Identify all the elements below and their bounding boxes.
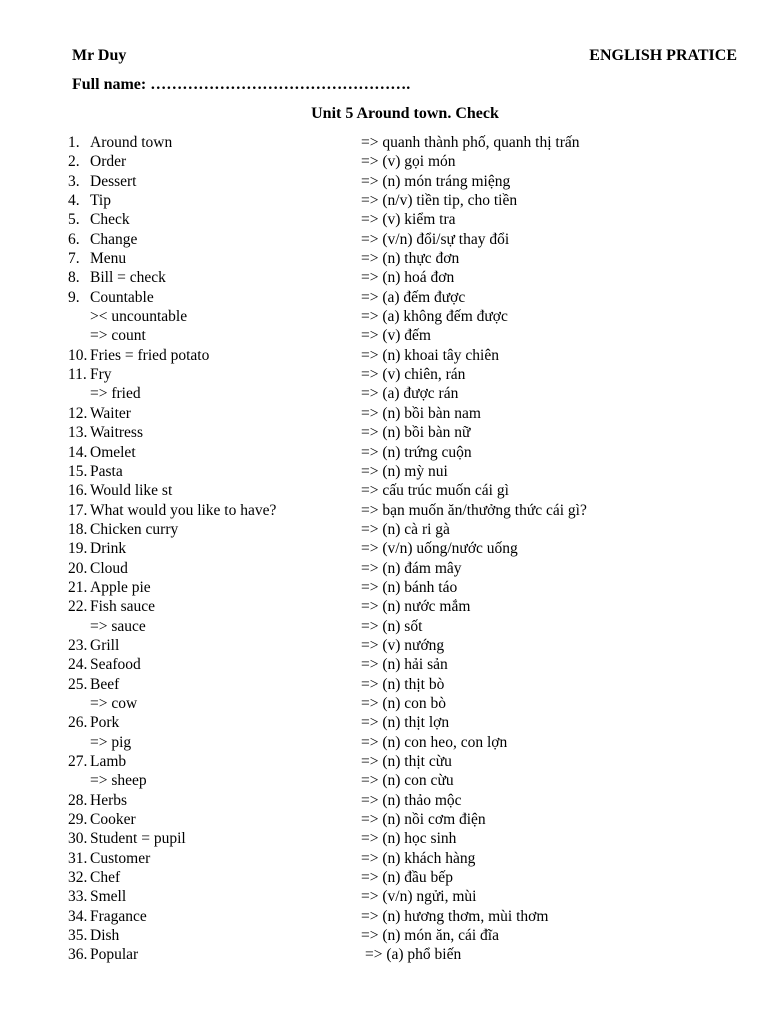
vietnamese-definition: => (a) không đếm được	[361, 308, 508, 326]
vietnamese-definition: => (n) thảo mộc	[361, 791, 462, 809]
item-number: 23.	[68, 636, 88, 654]
item-number: 29.	[68, 811, 88, 829]
page-title: Unit 5 Around town. Check	[311, 105, 499, 122]
vietnamese-definition: => (n) khoai tây chiên	[361, 346, 499, 364]
vocabulary-row	[0, 326, 768, 345]
item-number: 26.	[68, 714, 88, 732]
item-number: 24.	[68, 656, 88, 674]
english-term: => sauce	[90, 617, 146, 635]
vocabulary-row	[0, 849, 768, 868]
english-term: => pig	[90, 733, 132, 751]
vocabulary-row	[0, 384, 768, 403]
vocabulary-row	[0, 346, 768, 365]
vocabulary-row	[0, 868, 768, 887]
english-term: Cloud	[90, 559, 128, 577]
vietnamese-definition: => (n) thịt cừu	[361, 753, 452, 770]
english-term: => sheep	[90, 772, 147, 790]
vietnamese-definition: => (n) trứng cuộn	[361, 443, 472, 461]
item-number: 7.	[68, 250, 80, 268]
item-number: 22.	[68, 598, 88, 616]
english-term: Change	[90, 230, 138, 248]
document-type: ENGLISH PRATICE	[589, 47, 737, 64]
item-number: 3.	[68, 172, 80, 190]
item-number: 9.	[68, 288, 80, 306]
vietnamese-definition: => (v) chiên, rán	[361, 366, 466, 384]
vocabulary-row	[0, 675, 768, 694]
english-term: Menu	[90, 250, 127, 268]
vocabulary-row	[0, 733, 768, 752]
vietnamese-definition: => (n) thịt lợn	[361, 714, 450, 732]
vietnamese-definition: => (v/n) đổi/sự thay đổi	[361, 230, 510, 248]
vietnamese-definition: => (n) bồi bàn nam	[361, 404, 481, 422]
vocabulary-row	[0, 307, 768, 326]
english-term: Countable	[90, 288, 154, 306]
english-term: Waiter	[90, 404, 131, 422]
item-number: 14.	[68, 443, 88, 461]
english-term: Dessert	[90, 172, 137, 190]
vietnamese-definition: => (v) đếm	[361, 327, 431, 345]
vocabulary-row	[0, 365, 768, 384]
english-term: What would you like to have?	[90, 501, 277, 519]
vietnamese-definition: => (n) con bò	[361, 694, 447, 712]
vietnamese-definition: => (n) đầu bếp	[361, 869, 453, 887]
vocabulary-row	[0, 907, 768, 926]
english-term: Student = pupil	[90, 830, 186, 848]
english-term: Tip	[90, 192, 111, 210]
english-term: Would like st	[90, 482, 173, 500]
item-number: 20.	[68, 559, 88, 577]
item-number: 18.	[68, 520, 88, 538]
vocabulary-row	[0, 288, 768, 307]
vocabulary-row	[0, 210, 768, 229]
english-term: Customer	[90, 849, 151, 867]
english-term: Herbs	[90, 791, 128, 809]
vietnamese-definition: => (a) được rán	[361, 385, 459, 403]
item-number: 32.	[68, 869, 88, 887]
vietnamese-definition: => (n) hương thơm, mùi thơm	[361, 907, 549, 925]
english-term: Beef	[90, 675, 120, 693]
item-number: 30.	[68, 830, 88, 848]
english-term: Bill = check	[90, 269, 166, 287]
item-number: 2.	[68, 153, 80, 171]
vietnamese-definition: => (n) hải sản	[361, 656, 448, 674]
item-number: 12.	[68, 404, 88, 422]
item-number: 34.	[68, 907, 88, 925]
vietnamese-definition: => (a) đếm được	[361, 288, 466, 306]
item-number: 21.	[68, 578, 88, 596]
item-number: 33.	[68, 888, 88, 906]
item-number: 31.	[68, 849, 88, 867]
vietnamese-definition: => (v) kiểm tra	[361, 211, 456, 229]
item-number: 6.	[68, 230, 80, 248]
vocabulary-row	[0, 694, 768, 713]
item-number: 4.	[68, 192, 80, 210]
english-term: Omelet	[90, 443, 136, 461]
vietnamese-definition: => (n) cà ri gà	[361, 520, 450, 538]
english-term: Waitress	[90, 424, 143, 442]
item-number: 17.	[68, 501, 88, 519]
vocabulary-row	[0, 617, 768, 636]
vietnamese-definition: => (v) gọi món	[361, 153, 456, 171]
vocabulary-row	[0, 771, 768, 790]
english-term: Pasta	[90, 462, 123, 480]
vocabulary-row	[0, 249, 768, 268]
vietnamese-definition: => (n) bánh táo	[361, 578, 458, 596]
vietnamese-definition: => (n) nồi cơm điện	[361, 811, 486, 829]
english-term: Check	[90, 211, 130, 229]
vocabulary-row	[0, 713, 768, 732]
item-number: 35.	[68, 927, 88, 945]
vocabulary-row	[0, 462, 768, 481]
vocabulary-row	[0, 501, 768, 520]
vietnamese-definition: => (n) thịt bò	[361, 675, 445, 693]
vietnamese-definition: => (n) con heo, con lợn	[361, 733, 508, 751]
item-number: 15.	[68, 462, 88, 480]
vietnamese-definition: => (n) đám mây	[361, 559, 462, 577]
item-number: 1.	[68, 134, 80, 151]
vocabulary-list	[0, 133, 768, 965]
english-term: Apple pie	[90, 578, 151, 596]
english-term: Grill	[90, 636, 120, 654]
english-term: Drink	[90, 540, 127, 558]
vietnamese-definition: => (v/n) ngửi, mùi	[361, 888, 477, 906]
vietnamese-definition: => quanh thành phố, quanh thị trấn	[361, 134, 580, 151]
english-term: Fish sauce	[90, 598, 156, 616]
vocabulary-row	[0, 791, 768, 810]
vocabulary-row	[0, 636, 768, 655]
vietnamese-definition: => (n) món tráng miệng	[361, 172, 511, 190]
english-term: Seafood	[90, 656, 141, 674]
vocabulary-row	[0, 810, 768, 829]
vocabulary-row	[0, 404, 768, 423]
item-number: 27.	[68, 753, 88, 770]
vietnamese-definition: => (n) sốt	[361, 617, 423, 635]
english-term: Smell	[90, 888, 127, 906]
vocabulary-row	[0, 520, 768, 539]
english-term: => fried	[90, 385, 141, 403]
english-term: Fries = fried potato	[90, 346, 210, 364]
vocabulary-row	[0, 945, 768, 964]
vocabulary-row	[0, 443, 768, 462]
vietnamese-definition: => (v) nướng	[361, 636, 445, 654]
vietnamese-definition: => (a) phổ biến	[365, 946, 462, 964]
vocabulary-row	[0, 578, 768, 597]
english-term: Fry	[90, 366, 112, 384]
item-number: 5.	[68, 211, 80, 229]
vietnamese-definition: => cấu trúc muốn cái gì	[361, 482, 509, 500]
item-number: 19.	[68, 540, 88, 558]
vocabulary-row	[0, 133, 768, 152]
vietnamese-definition: => (n) học sinh	[361, 830, 457, 848]
author-name: Mr Duy	[72, 47, 127, 64]
vocabulary-row	[0, 152, 768, 171]
vietnamese-definition: => (n) con cừu	[361, 772, 454, 790]
english-term: Popular	[90, 946, 139, 964]
vocabulary-row	[0, 423, 768, 442]
item-number: 28.	[68, 791, 88, 809]
vocabulary-row	[0, 191, 768, 210]
vietnamese-definition: => bạn muốn ăn/thưởng thức cái gì?	[361, 501, 587, 519]
vietnamese-definition: => (n) khách hàng	[361, 849, 476, 867]
vocabulary-row	[0, 597, 768, 616]
item-number: 25.	[68, 675, 88, 693]
vietnamese-definition: => (n/v) tiền tip, cho tiền	[361, 192, 518, 210]
english-term: => count	[90, 327, 146, 345]
item-number: 11.	[68, 366, 87, 384]
english-term: Dish	[90, 927, 120, 945]
item-number: 10.	[68, 346, 88, 364]
item-number: 8.	[68, 269, 80, 287]
item-number: 13.	[68, 424, 88, 442]
vocabulary-row	[0, 481, 768, 500]
english-term: Fragance	[90, 907, 147, 925]
vietnamese-definition: => (v/n) uống/nước uống	[361, 540, 518, 558]
english-term: Order	[90, 153, 127, 171]
vocabulary-row	[0, 655, 768, 674]
english-term: => cow	[90, 694, 138, 712]
vietnamese-definition: => (n) món ăn, cái đĩa	[361, 927, 499, 945]
vocabulary-row	[0, 172, 768, 191]
vietnamese-definition: => (n) hoá đơn	[361, 269, 455, 287]
english-term: >< uncountable	[90, 308, 188, 326]
item-number: 36.	[68, 946, 88, 964]
vietnamese-definition: => (n) nước mắm	[361, 598, 471, 616]
english-term: Pork	[90, 714, 120, 732]
english-term: Around town	[90, 134, 173, 151]
vocabulary-row	[0, 887, 768, 906]
vocabulary-row	[0, 926, 768, 945]
item-number: 16.	[68, 482, 88, 500]
vietnamese-definition: => (n) thực đơn	[361, 250, 460, 268]
vocabulary-row	[0, 268, 768, 287]
vocabulary-row	[0, 539, 768, 558]
full-name-line: Full name: ………………………………………….	[72, 76, 411, 93]
vocabulary-row	[0, 230, 768, 249]
english-term: Chef	[90, 869, 121, 887]
english-term: Cooker	[90, 811, 136, 829]
english-term: Chicken curry	[90, 520, 179, 538]
vocabulary-row	[0, 752, 768, 771]
english-term: Lamb	[90, 753, 127, 770]
vietnamese-definition: => (n) mỳ nui	[361, 462, 448, 480]
vietnamese-definition: => (n) bồi bàn nữ	[361, 424, 471, 442]
vocabulary-row	[0, 829, 768, 848]
vocabulary-row	[0, 559, 768, 578]
